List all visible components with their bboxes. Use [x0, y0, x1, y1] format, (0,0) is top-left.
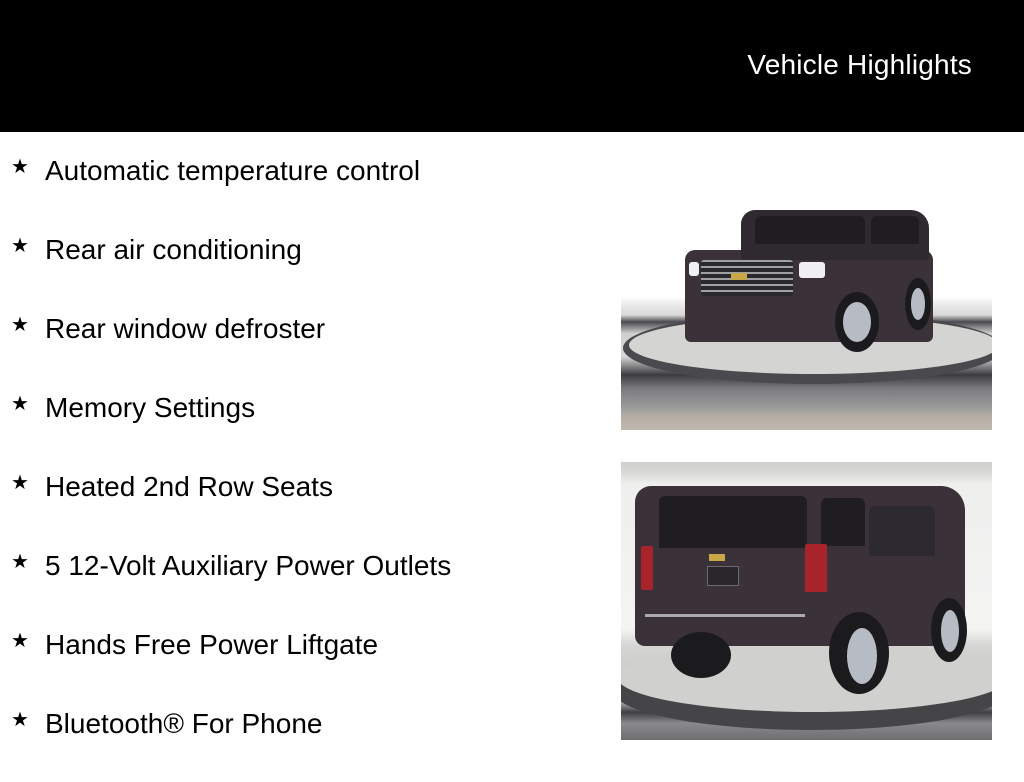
vehicle-side-window [871, 216, 919, 244]
star-icon: ★ [11, 393, 29, 415]
star-icon: ★ [11, 709, 29, 731]
star-icon: ★ [11, 551, 29, 573]
brand-logo-icon [709, 554, 725, 561]
taillight [805, 544, 827, 592]
feature-label: Memory Settings [45, 392, 256, 423]
star-icon: ★ [11, 472, 29, 494]
feature-item [0, 150, 600, 229]
feature-list [0, 150, 600, 782]
vehicle-windshield [755, 216, 865, 244]
headlight [689, 262, 699, 276]
license-plate [707, 566, 739, 586]
star-icon: ★ [11, 235, 29, 257]
feature-label: Rear window defroster [45, 313, 326, 344]
vehicle-rim [911, 288, 925, 320]
taillight [641, 546, 653, 590]
feature-item [0, 703, 600, 782]
feature-label: Automatic temperature control [45, 155, 421, 186]
star-icon: ★ [11, 630, 29, 652]
vehicle-side-window [821, 498, 865, 546]
vehicle-rear-window [659, 496, 807, 548]
feature-item [0, 466, 600, 545]
star-icon: ★ [11, 314, 29, 336]
vehicle-rim [847, 628, 877, 684]
vehicle-rear-photo [621, 462, 992, 740]
vehicle-wheel [671, 632, 731, 678]
feature-item [0, 545, 600, 624]
feature-label: Bluetooth® For Phone [45, 708, 323, 739]
feature-item [0, 387, 600, 466]
vehicle-rim [941, 610, 959, 652]
bumper-trim [645, 614, 805, 617]
page-title: Vehicle Highlights [747, 49, 972, 80]
feature-item [0, 229, 600, 308]
feature-label: Heated 2nd Row Seats [45, 471, 333, 502]
header-bar [0, 0, 1024, 132]
vehicle-rim [843, 302, 871, 342]
star-icon: ★ [11, 156, 29, 178]
feature-label: 5 12-Volt Auxiliary Power Outlets [45, 550, 452, 581]
feature-label: Hands Free Power Liftgate [45, 629, 379, 660]
brand-logo-icon [731, 273, 747, 280]
feature-label: Rear air conditioning [45, 234, 302, 265]
vehicle-front-photo [621, 200, 992, 430]
vehicle-grille [701, 260, 793, 296]
headlight [799, 262, 825, 278]
vehicle-side-window [869, 506, 935, 556]
feature-item [0, 308, 600, 387]
feature-item [0, 624, 600, 703]
